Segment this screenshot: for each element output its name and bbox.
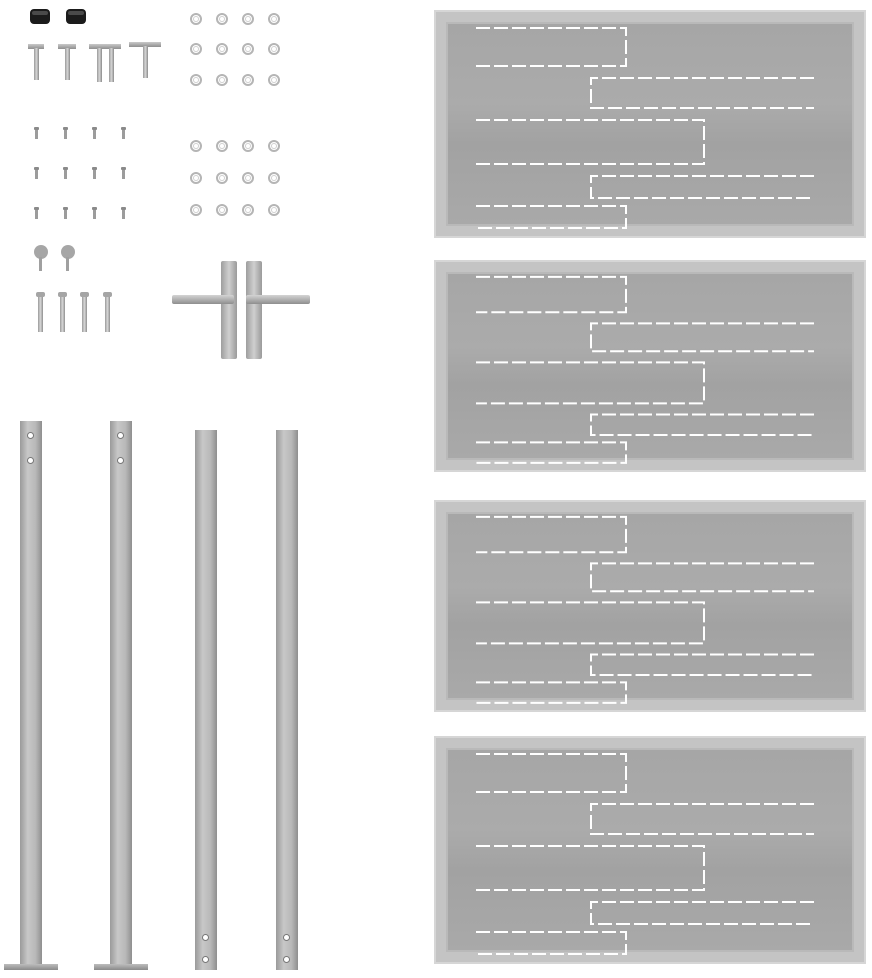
- bolt: [38, 296, 43, 332]
- post-hole: [203, 957, 208, 962]
- screw: [64, 209, 67, 219]
- slot-pattern: [436, 502, 868, 714]
- slot-line: [476, 28, 626, 66]
- screw: [93, 209, 96, 219]
- washer: [216, 204, 228, 216]
- screw: [35, 169, 38, 179]
- slot-line: [476, 277, 626, 312]
- bolt: [105, 296, 110, 332]
- washer: [216, 13, 228, 25]
- handle-lever: [246, 295, 310, 304]
- slot-line: [476, 362, 704, 403]
- slot-pattern: [436, 738, 868, 966]
- washer: [190, 43, 202, 55]
- gate-panel: [434, 736, 866, 964]
- post-hole: [28, 458, 33, 463]
- slot-pattern: [436, 262, 868, 474]
- key-shaft: [39, 257, 42, 271]
- end-cap: [66, 9, 86, 24]
- slot-line: [476, 754, 626, 792]
- post-with-base: [110, 421, 132, 966]
- key-shaft: [66, 257, 69, 271]
- bolt: [82, 296, 87, 332]
- slot-line: [476, 682, 626, 702]
- post-with-base: [20, 421, 42, 966]
- washer: [242, 43, 254, 55]
- washer: [268, 13, 280, 25]
- screw: [122, 169, 125, 179]
- screw: [93, 169, 96, 179]
- slot-line: [476, 120, 704, 164]
- screw: [122, 209, 125, 219]
- screw: [64, 129, 67, 139]
- screw: [35, 209, 38, 219]
- post-hole: [118, 433, 123, 438]
- washer: [190, 13, 202, 25]
- washer: [268, 140, 280, 152]
- slot-line: [476, 206, 626, 228]
- washer: [242, 74, 254, 86]
- t-bolt-leg: [143, 46, 148, 78]
- washer: [268, 204, 280, 216]
- post-hole: [203, 935, 208, 940]
- handle-lever: [172, 295, 234, 304]
- screw: [122, 129, 125, 139]
- slot-line: [591, 654, 814, 674]
- t-bolt-leg: [65, 48, 70, 80]
- washer: [242, 13, 254, 25]
- t-bolt-leg: [109, 48, 114, 82]
- washer: [216, 140, 228, 152]
- post: [276, 430, 298, 970]
- slot-line: [476, 442, 626, 462]
- washer: [242, 172, 254, 184]
- t-bolt: [89, 44, 121, 49]
- washer: [190, 74, 202, 86]
- slot-line: [591, 176, 814, 198]
- washer: [242, 204, 254, 216]
- post-hole: [28, 433, 33, 438]
- washer: [268, 43, 280, 55]
- slot-line: [591, 414, 814, 434]
- slot-line: [591, 323, 814, 351]
- handle-plate: [246, 261, 262, 359]
- base-plate: [94, 964, 148, 970]
- gate-panel: [434, 10, 866, 238]
- washer: [190, 140, 202, 152]
- slot-line: [591, 78, 814, 108]
- base-plate: [4, 964, 58, 970]
- post-hole: [284, 935, 289, 940]
- washer: [216, 172, 228, 184]
- slot-line: [591, 563, 814, 591]
- screw: [93, 129, 96, 139]
- slot-line: [591, 804, 814, 834]
- slot-line: [476, 602, 704, 643]
- post-hole: [118, 458, 123, 463]
- t-bolt-leg: [34, 48, 39, 80]
- end-cap: [30, 9, 50, 24]
- screw: [64, 169, 67, 179]
- post: [195, 430, 217, 970]
- slot-line: [476, 932, 626, 954]
- washer: [216, 74, 228, 86]
- washer: [268, 172, 280, 184]
- washer: [268, 74, 280, 86]
- gate-panel: [434, 500, 866, 712]
- washer: [242, 140, 254, 152]
- slot-pattern: [436, 12, 868, 240]
- screw: [35, 129, 38, 139]
- washer: [190, 204, 202, 216]
- washer: [216, 43, 228, 55]
- gate-panel: [434, 260, 866, 472]
- slot-line: [591, 902, 814, 924]
- slot-line: [476, 846, 704, 890]
- washer: [190, 172, 202, 184]
- handle-plate: [221, 261, 237, 359]
- slot-line: [476, 517, 626, 552]
- bolt: [60, 296, 65, 332]
- post-hole: [284, 957, 289, 962]
- t-bolt-leg: [97, 48, 102, 82]
